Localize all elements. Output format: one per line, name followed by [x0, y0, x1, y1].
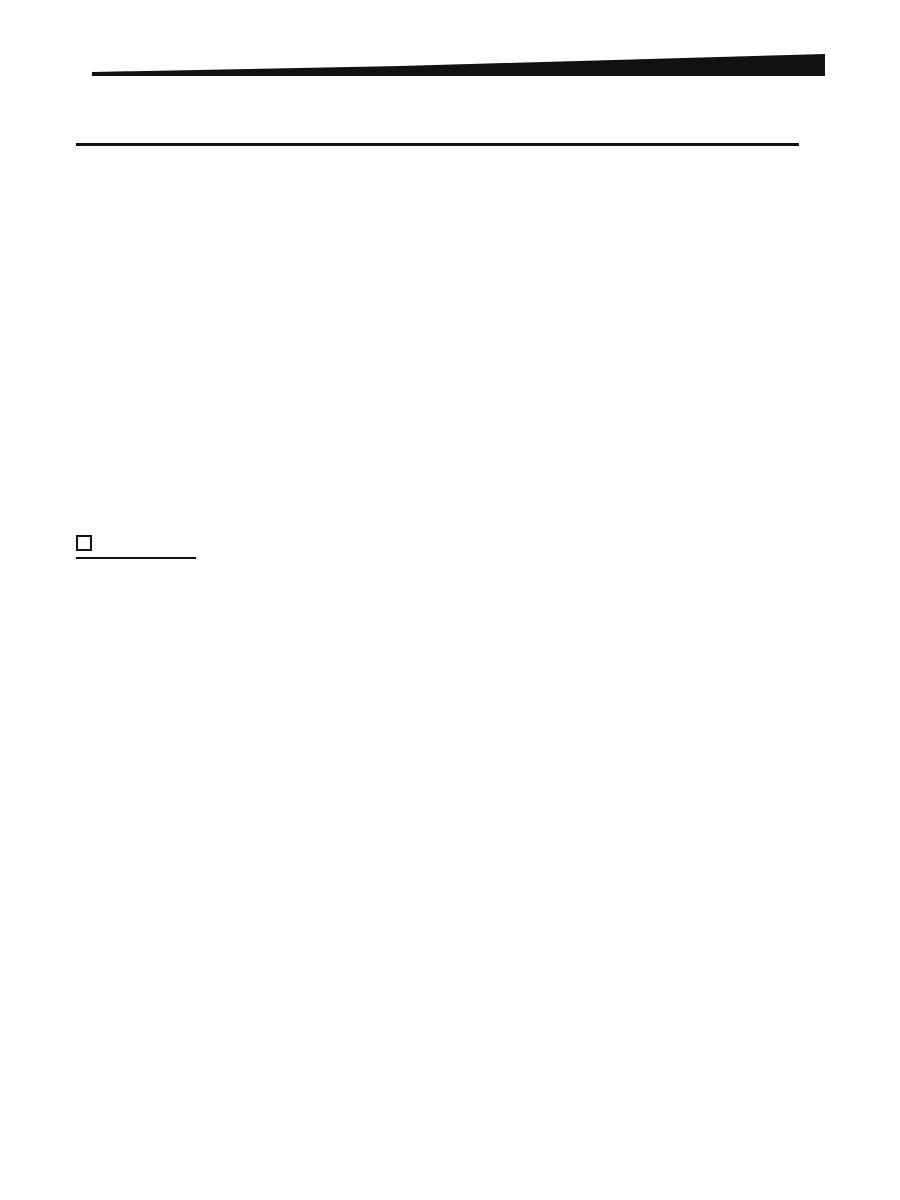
example-underline [76, 557, 196, 559]
cd-track-icon [76, 535, 92, 551]
fretboard-diagram-2 [0, 895, 900, 1045]
fretboard-diagram-1 [0, 660, 900, 810]
example-heading [76, 535, 96, 551]
header-bar [0, 0, 900, 90]
title-underline [76, 143, 799, 146]
